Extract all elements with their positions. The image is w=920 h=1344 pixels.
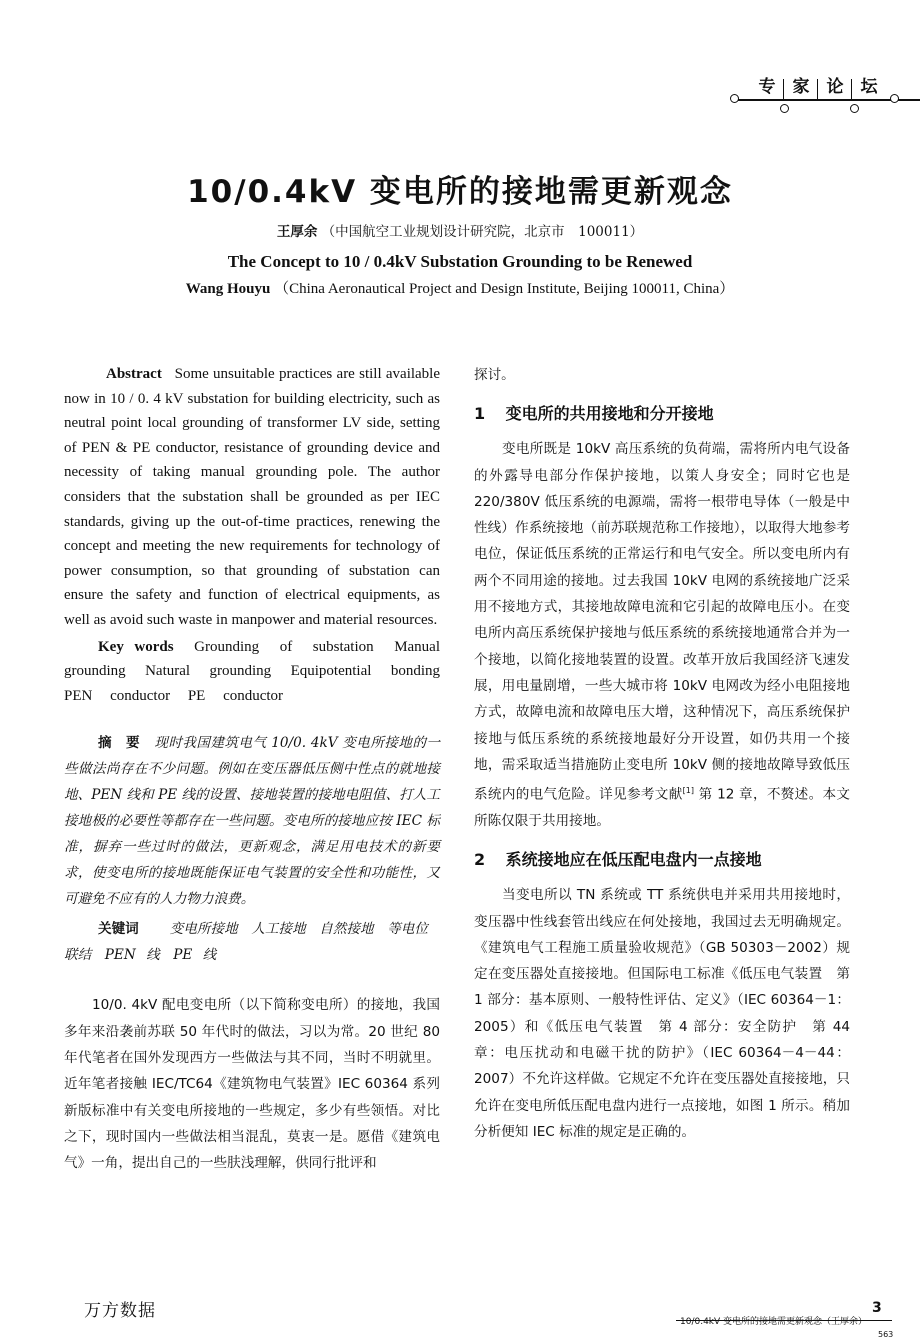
left-column (64, 362, 440, 1176)
author-line-en (0, 277, 920, 298)
section-1-paragraph (474, 436, 850, 834)
abstract-en-text: Some unsuitable practices are still available now in 10 / 0. 4 kV substation for building electricity, such as neutral point local grounding of transformer LV side, setting of PEN & PE conductor, resistance of grounding device and necessity of taking manual grounding pole. The author considers that the substation shall be grounded as per IEC standards, giving up the out-of-time practices, renewing the concept and meeting the new requirements for technology of power consumption, so that grounding of substation can ensure the safety and function of electrical equipments, as well as avoid such waste in manpower and material resources. (64, 366, 441, 628)
author-line-cn (0, 220, 920, 240)
keywords-cn-text: 变电所接地 人工接地 自然接地 等电位联结 PEN 线 PE 线 (64, 921, 429, 964)
section-1-text-b: 第 12 章，不赘述。本文所陈仅限于共用接地。 (474, 786, 851, 829)
watermark-source: 万方数据 (84, 1301, 156, 1321)
section-1-number: 1 (474, 404, 486, 424)
column-header-char: 论 (818, 76, 852, 98)
author-affiliation-cn: （中国航空工业规划设计研究院，北京市 100011） (321, 224, 644, 240)
right-column (474, 362, 850, 1145)
header-circle-ornament (890, 94, 899, 103)
keywords-cn (64, 916, 440, 968)
section-2-title: 系统接地应在低压配电盘内一点接地 (505, 850, 762, 870)
continuation-text: 探讨。 (474, 367, 515, 383)
section-2-paragraph: 当变电所以 TN 系统或 TT 系统供电并采用共用接地时，变压器中性线套管出线应在何处接地，我国过去无明确规定。《建筑电气工程施工质量验收规范》（GB 50303－2002）规定在变压器处直接接地。但国际电工标准《低压电气装置 第 1 部分：基本原则、一般特性评估、定义》（IEC 60364－1：2005）和《低压电气装置 第 4 部分：安全防护 第 44 章：电压扰动和电磁干扰的防护》（IEC 60364－4－44：2007）不允许这样做。它规定不允许在变压器处直接接地，只允许在变电所低压配电盘内进行一点接地，如图 1 所示。稍加分析便知 IEC 标准的规定是正确的。 (474, 887, 850, 1140)
header-circle-ornament (780, 104, 789, 113)
author-name-en: Wang Houyu (185, 281, 271, 297)
abstract-cn-text: 现时我国建筑电气 10/0. 4kV 变电所接地的一些做法尚存在不少问题。例如在变压器低压侧中性点的就地接地、PEN 线和 PE 线的设置、接地装置的接地电阻值、打人工接地极的必要性等都存在一些问题。变电所的接地应按 IEC 标准，摒弃一些过时的做法，更新观念，满足用电技术的新要求，使变电所的接地既能保证电气装置的安全性和功能性，又可避免不应有的人力物力浪费。 (64, 735, 441, 908)
article-title: 10/0.4kV 变电所的接地需更新观念 (187, 174, 733, 210)
section-2-heading (474, 848, 850, 872)
abstract-en (64, 362, 440, 633)
column-header-char: 专 (750, 76, 784, 98)
abstract-cn (64, 730, 440, 912)
header-circle-ornament (850, 104, 859, 113)
section-1-text-a: 变电所既是 10kV 高压系统的负荷端，需将所内电气设备的外露导电部分作保护接地，以策人身安全；同时它也是 220/380V 低压系统的电源端，需将一根带电导体（一般是中性线）作系统接地（前苏联规范称工作接地），以取得大地参考电位，保证低压系统的正常运行和电气安全。所以变电所内有两个不同用途的接地。过去我国 10kV 电网的系统接地广泛采用不接地方式，其接地故障电流和它引起的故障电压小。在变电所内高压系统保护接地与低压系统的系统接地通常合并为一个接地，以简化接地装置的设置。改革开放后我国经济飞速发展，用电量剧增，一些大城市将 10kV 电网改为经小电阻接地方式，故障电流和故障电压大增，这种情况下，高压系统保护接地与低压系统的系统接地最好分开设置，如仍共用一个接地，需采取适当措施防止变电所 10kV 侧的接地故障导致低压系统内的电气危险。详见参考文献 (474, 441, 850, 803)
reference-marker: [1] (682, 786, 694, 796)
keywords-en-text: Grounding of substation Manual grounding Natural grounding Equipotential bonding PEN conductor PE conductor (64, 638, 441, 704)
column-header (730, 74, 920, 124)
author-name-cn: 王厚余 (276, 224, 318, 240)
abstract-en-label: Abstract (106, 366, 162, 382)
keywords-en-label: Key words (98, 638, 174, 655)
page-number: 3 (872, 1300, 882, 1316)
section-1-heading (474, 402, 850, 426)
page-number-secondary: 563 (878, 1330, 894, 1339)
column-header-char: 家 (784, 76, 818, 98)
header-circle-ornament (730, 94, 739, 103)
section-2-number: 2 (474, 850, 486, 870)
abstract-cn-label: 摘 要 (98, 735, 141, 752)
intro-paragraph: 10/0. 4kV 配电变电所（以下简称变电所）的接地，我国多年来沿袭前苏联 50 年代时的做法，习以为常。20 世纪 80 年代笔者在国外发现西方一些做法与其不同，当时不明就里。近年笔者接触 IEC/TC64《建筑物电气装置》IEC 60364 系列新版标准中有关变电所接地的一些规定，多少有些领悟。对比之下，现时国内一些做法相当混乱，莫衷一是。愿借《建筑电气》一角，提出自己的一些肤浅理解，供同行批评和 (64, 997, 440, 1172)
article-title-en: The Concept to 10 / 0.4kV Substation Grounding to be Renewed (227, 252, 693, 271)
author-affiliation-en: （China Aeronautical Project and Design Institute, Beijing 100011, China） (274, 281, 735, 297)
running-title: 10/0.4kV 变电所的接地需更新观念（王厚余） (680, 1317, 868, 1327)
column-header-char: 坛 (860, 77, 878, 97)
section-1-title: 变电所的共用接地和分开接地 (505, 404, 714, 424)
keywords-en (64, 635, 440, 709)
column-header-label (750, 76, 886, 98)
keywords-cn-label: 关键词 (98, 921, 139, 938)
